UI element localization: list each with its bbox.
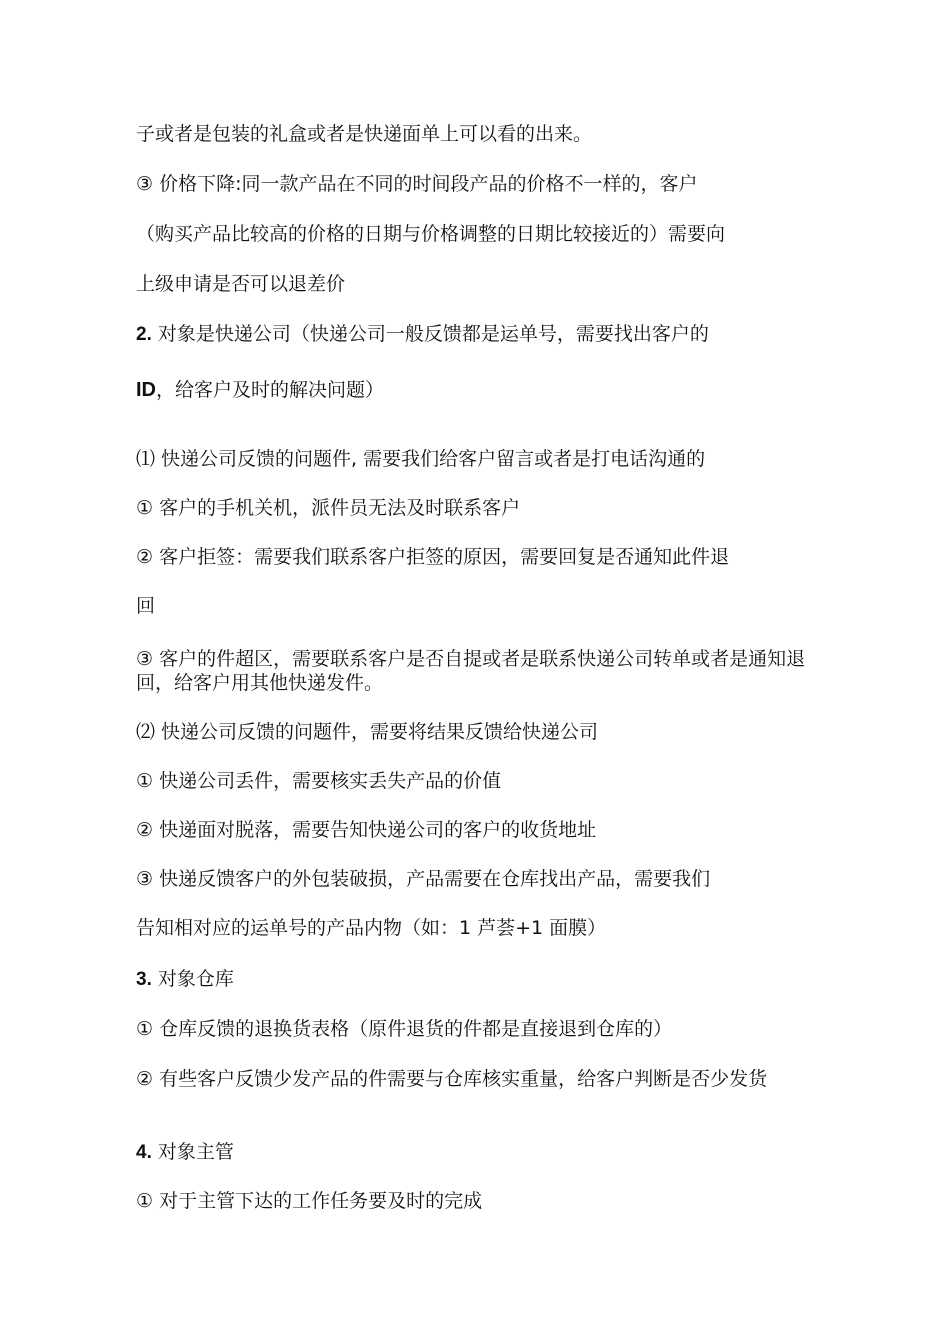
paragraph-line-2: ③ 价格下降:同一款产品在不同的时间段产品的价格不一样的，客户 [136,173,698,195]
subsection-heading-1: ⑴ 快递公司反馈的问题件, 需要我们给客户留言或者是打电话沟通的 [136,448,706,470]
section-heading-2: 2. 对象是快递公司（快递公司一般反馈都是运单号，需要找出客户的 [136,323,709,345]
list-item: ③ 快递反馈客户的外包装破损，产品需要在仓库找出产品，需要我们 [136,868,711,890]
paragraph-line-4: 上级申请是否可以退差价 [136,273,346,295]
paragraph-line-3: （购买产品比较高的价格的日期与价格调整的日期比较接近的）需要向 [136,223,726,245]
paragraph-line-16: 告知相对应的运单号的产品内物（如：1 芦荟+1 面膜） [136,917,607,939]
section-heading-4: 4. 对象主管 [136,1141,234,1163]
list-item: ① 客户的手机关机，派件员无法及时联系客户 [136,497,521,519]
list-item: ① 仓库反馈的退换货表格（原件退货的件都是直接退到仓库的） [136,1018,673,1040]
list-item: ① 对于主管下达的工作任务要及时的完成 [136,1190,483,1212]
section-heading-3: 3. 对象仓库 [136,968,234,990]
list-item: ② 快递面对脱落，需要告知快递公司的客户的收货地址 [136,819,597,841]
list-item: ② 客户拒签：需要我们联系客户拒签的原因，需要回复是否通知此件退 [136,546,730,568]
paragraph-line-6: ID，给客户及时的解决问题） [136,379,385,401]
list-item: ① 快递公司丢件，需要核实丢失产品的价值 [136,770,502,792]
list-item: ③ 客户的件超区，需要联系客户是否自提或者是联系快递公司转单或者是通知退回，给客户用其他快递发件。 [136,648,806,694]
paragraph-line-10: 回 [136,595,156,617]
list-item: ② 有些客户反馈少发产品的件需要与仓库核实重量，给客户判断是否少发货 [136,1068,768,1090]
paragraph-line-1: 子或者是包装的礼盒或者是快递面单上可以看的出来。 [136,123,593,145]
subsection-heading-2: ⑵ 快递公司反馈的问题件，需要将结果反馈给快递公司 [136,721,599,743]
